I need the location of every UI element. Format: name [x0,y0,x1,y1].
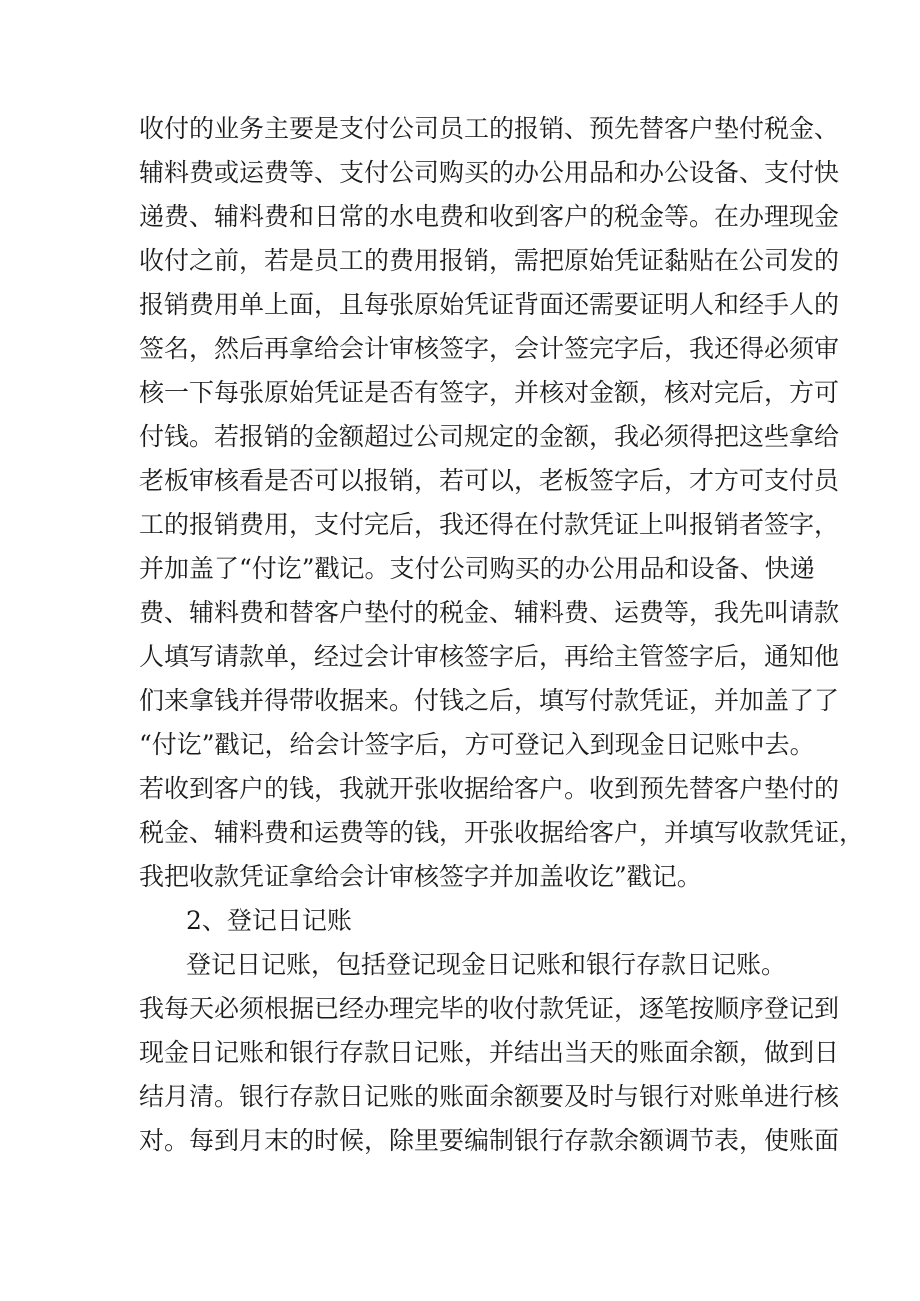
paragraph-line-20: 我每天必须根据已经办理完毕的收付款凭证，逐笔按顺序登记到 [139,994,840,1023]
paragraph-line-16: 若收到客户的钱，我就开张收据给客户。收到预先替客户垫付的 [139,774,840,803]
paragraph-line-1: 收付的业务主要是支付公司员工的报销、预先替客户垫付税金、 [139,114,840,143]
paragraph-line-9: 老板审核看是否可以报销，若可以，老板签字后，才方可支付员 [139,466,840,495]
paragraph-line-7: 核一下每张原始凭证是否有签字，并核对金额，核对完后，方可 [139,378,840,407]
paragraph-line-8: 付钱。若报销的金额超过公司规定的金额，我必须得把这些拿给 [139,422,840,451]
section-heading: 2、登记日记账 [186,906,352,935]
paragraph-line-23: 对。每到月末的时候，除里要编制银行存款余额调节表，使账面 [139,1126,840,1155]
paragraph-line-15: “付讫”戳记，给会计签字后，方可登记入到现金日记账中去。 [139,730,815,759]
paragraph-line-4: 收付之前，若是员工的费用报销，需把原始凭证黏贴在公司发的 [139,246,840,275]
paragraph-line-10: 工的报销费用，支付完后，我还得在付款凭证上叫报销者签字， [139,510,840,539]
paragraph-line-5: 报销费用单上面，且每张原始凭证背面还需要证明人和经手人的 [139,290,840,319]
paragraph-line-21: 现金日记账和银行存款日记账，并结出当天的账面余额，做到日 [139,1038,840,1067]
paragraph-line-2: 辅料费或运费等、支付公司购买的办公用品和办公设备、支付快 [139,158,840,187]
paragraph-line-14: 们来拿钱并得带收据来。付钱之后，填写付款凭证，并加盖了了 [139,686,840,715]
paragraph-line-22: 结月清。银行存款日记账的账面余额要及时与银行对账单进行核 [139,1082,840,1111]
paragraph-line-19: 登记日记账，包括登记现金日记账和银行存款日记账。 [186,950,787,979]
paragraph-line-3: 递费、辅料费和日常的水电费和收到客户的税金等。在办理现金 [139,202,840,231]
paragraph-line-17: 税金、辅料费和运费等的钱，开张收据给客户，并填写收款凭证， [139,818,865,847]
paragraph-line-11: 并加盖了“付讫”戳记。支付公司购买的办公用品和设备、快递 [139,554,815,583]
paragraph-line-18: 我把收款凭证拿给会计审核签字并加盖收讫”戳记。 [139,862,702,891]
paragraph-line-12: 费、辅料费和替客户垫付的税金、辅料费、运费等，我先叫请款 [139,598,840,627]
paragraph-line-6: 签名，然后再拿给会计审核签字，会计签完字后，我还得必须审 [139,334,840,363]
paragraph-line-13: 人填写请款单，经过会计审核签字后，再给主管签字后，通知他 [139,642,840,671]
